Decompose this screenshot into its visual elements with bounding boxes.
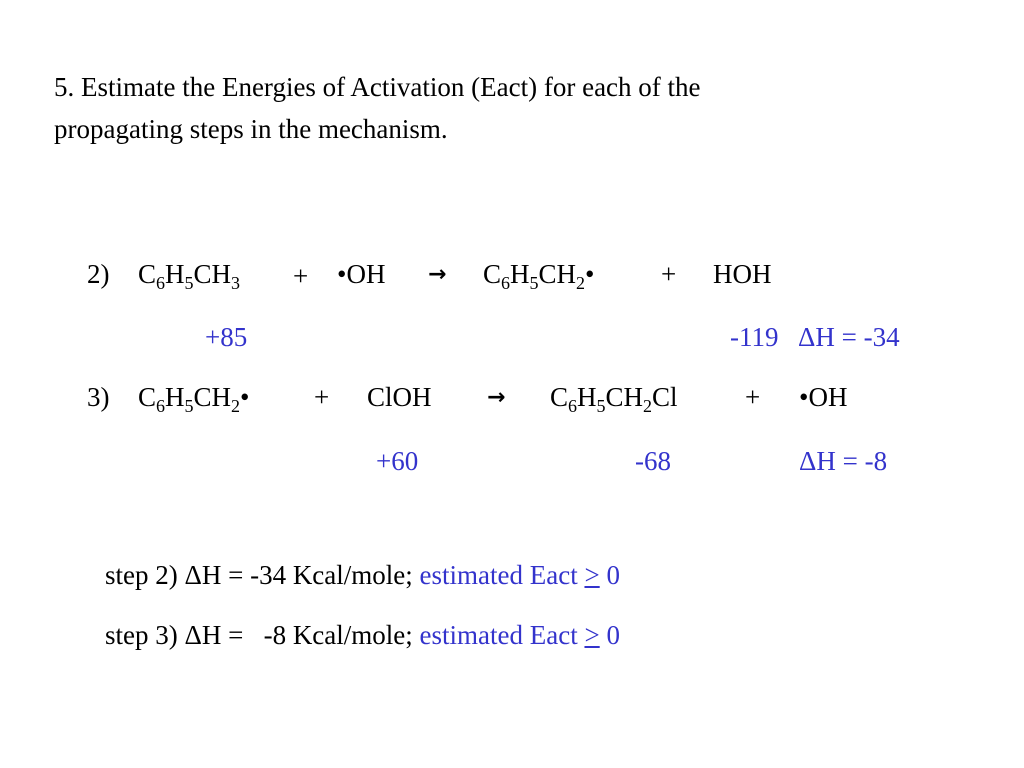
reaction-3-label: 3) (87, 382, 110, 412)
summary-step-2: step 2) ΔH = -34 Kcal/mole; estimated Eact > 0 (105, 560, 620, 590)
reaction-3-product-hydroxyl: •OH (799, 382, 848, 412)
reaction-3-product-benzyl-chloride: $C_6H_5CH_2Cl$ (550, 382, 678, 416)
reaction-arrow-icon: → (487, 385, 506, 410)
question-line-2: propagating steps in the mechanism. (54, 114, 448, 144)
reaction-3-plus-2: + (745, 382, 761, 412)
reaction-2-plus-1: + (293, 261, 309, 291)
reaction-2-product-benzyl: $C_6H_5CH_2•$ (483, 259, 595, 293)
reaction-arrow-icon: → (428, 262, 447, 287)
reaction-2-product-water: HOH (713, 259, 772, 289)
reaction-3-bond-energy-formed: -68 (635, 446, 671, 476)
reaction-2-bond-energy-broken: +85 (205, 322, 248, 352)
reaction-3-delta-h: ΔH = -8 (799, 446, 888, 476)
reaction-3-reactant-hypochlorous: ClOH (367, 382, 432, 412)
reaction-3-bond-energy-broken: +60 (376, 446, 419, 476)
reaction-2-plus-2: + (661, 259, 677, 289)
reaction-2-delta-h: ΔH = -34 (798, 322, 900, 352)
reaction-2-reactant-toluene: $C_6H_5CH_3$ (138, 259, 241, 293)
greater-or-equal-symbol: > (584, 620, 600, 650)
reaction-2-reactant-hydroxyl: •OH (337, 259, 386, 289)
reaction-2-label: 2) (87, 259, 110, 289)
reaction-3-plus-1: + (314, 382, 330, 412)
summary-step-3: step 3) ΔH = -8 Kcal/mole; estimated Eact > 0 (105, 620, 620, 650)
reaction-3-reactant-benzyl: $C_6H_5CH_2•$ (138, 382, 250, 416)
greater-or-equal-symbol: > (584, 560, 600, 590)
reaction-2-bond-energy-formed: -119 (730, 322, 779, 352)
question-line-1: 5. Estimate the Energies of Activation (Eact) for each of the (54, 72, 701, 102)
